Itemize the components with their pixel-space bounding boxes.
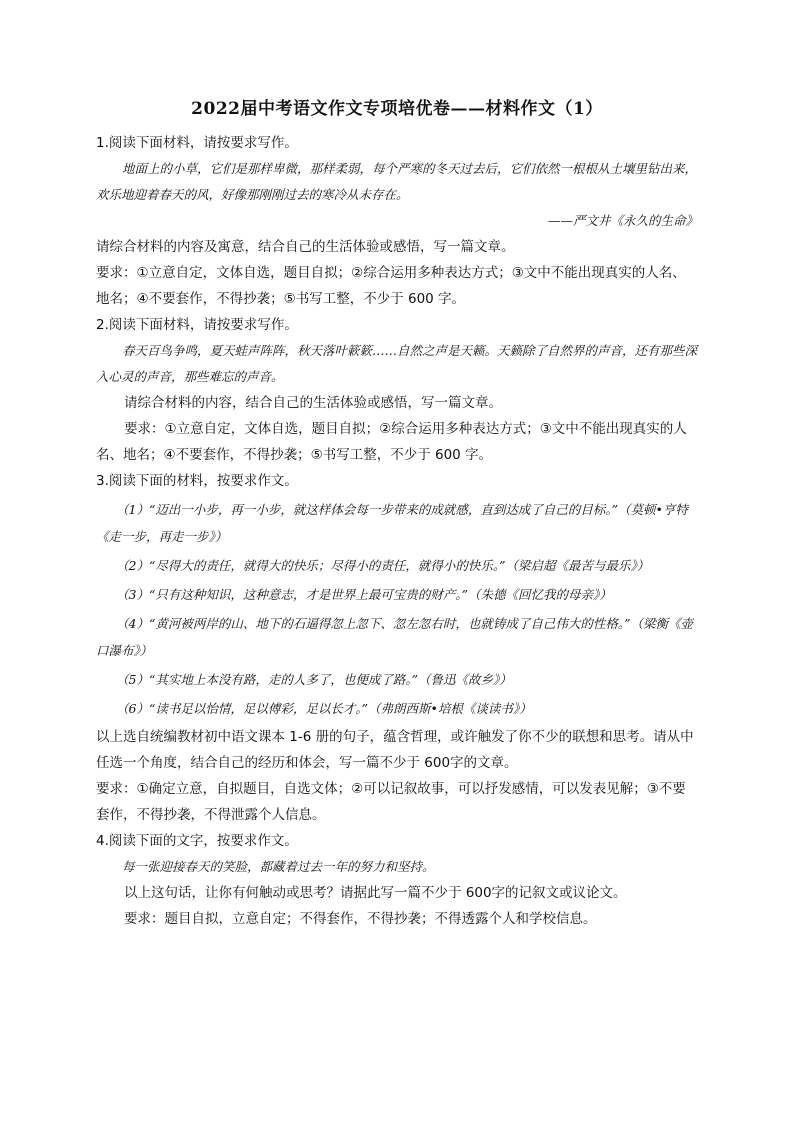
material-source: ——严文井《永久的生命》 [547,213,698,228]
quote-item: （6）“读书足以怡情，足以傅彩，足以长才。”（弗朗西斯•培根《谈读书》） [116,701,532,716]
quote-item: （2）“尽得大的责任，就得大的快乐；尽得小的责任，就得小的快乐。”（梁启超《最苦与最乐》） [116,558,650,573]
question-heading: 4.阅读下面的文字，按要求作文。 [96,833,298,849]
writing-prompt: 请综合材料的内容，结合自己的生活体验或感悟，写一篇文章。 [124,395,502,411]
writing-prompt: 以上这句话，让你有何触动或思考？请据此写一篇不少于 600字的记叙文或议论文。 [124,885,627,901]
material-text: 地面上的小草，它们是那样卑微，那样柔弱，每个严寒的冬天过去后，它们依然一根根从土壤里钻出来，欢乐地迎着春天的风，好像那刚刚过去的寒冷从未存在。 [96,161,698,202]
writing-requirements: 要求：①确定立意，自拟题目，自选文体；②可以记叙故事，可以抒发感情，可以发表见解；③不要套作，不得抄袭，不得泄露个人信息。 [96,781,686,823]
question-heading: 3.阅读下面的材料，按要求作文。 [96,473,298,489]
material-text: 每一张迎接春天的笑脸，都藏着过去一年的努力和坚持。 [122,859,435,874]
writing-requirements: 要求：题目自拟，立意自定；不得套作，不得抄袭；不得透露个人和学校信息。 [124,911,597,927]
question-heading: 1.阅读下面材料，请按要求写作。 [96,135,298,151]
quote-item: （3）“只有这种知识，这种意志，才是世界上最可宝贵的财产。”（朱德《回忆我的母亲》） [116,587,612,602]
question-heading: 2.阅读下面材料，请按要求写作。 [96,317,298,333]
quote-item: （1）“迈出一小步，再一小步，就这样体会每一步带来的成就感，直到达成了自己的目标。”（莫顿•亨特《走一步，再走一步》） [96,502,688,544]
question-1 [96,130,698,312]
writing-prompt: 以上选自统编教材初中语文课本 1-6 册的句子，蕴含哲理，或许触发了你不少的联想和思考。请从中任选一个角度，结合自己的经历和体会，写一篇不少于 600字的文章。 [96,729,694,771]
writing-requirements: 要求：①立意自定，文体自选，题目自拟；②综合运用多种表达方式；③文中不能出现真实的人名、地名；④不要套作，不得抄袭；⑤书写工整，不少于 600 字。 [96,265,686,307]
question-4 [96,828,698,932]
page-title: 2022届中考语文作文专项培优卷——材料作文（1） [191,99,603,119]
question-2 [96,312,698,468]
writing-prompt: 请综合材料的内容及寓意，结合自己的生活体验或感悟，写一篇文章。 [96,239,515,255]
question-3 [96,468,698,828]
writing-requirements: 要求：①立意自定，文体自选，题目自拟；②综合运用多种表达方式；③文中不能出现真实的人名、地名；④不要套作，不得抄袭；⑤书写工整，不少于 600 字。 [96,421,687,463]
material-text: 春天百鸟争鸣，夏天蛙声阵阵，秋天落叶簌簌……自然之声是天籁。天籁除了自然界的声音，还有那些深入心灵的声音，那些难忘的声音。 [96,343,698,384]
quote-item: （4）“黄河被两岸的山、地下的石逼得忽上忽下、忽左忽右时，也就铸成了自己伟大的性格。”（梁衡《壶口瀑布》） [96,616,693,658]
quote-item: （5）“其实地上本没有路，走的人多了，也便成了路。”（鲁迅《故乡》） [116,672,512,687]
